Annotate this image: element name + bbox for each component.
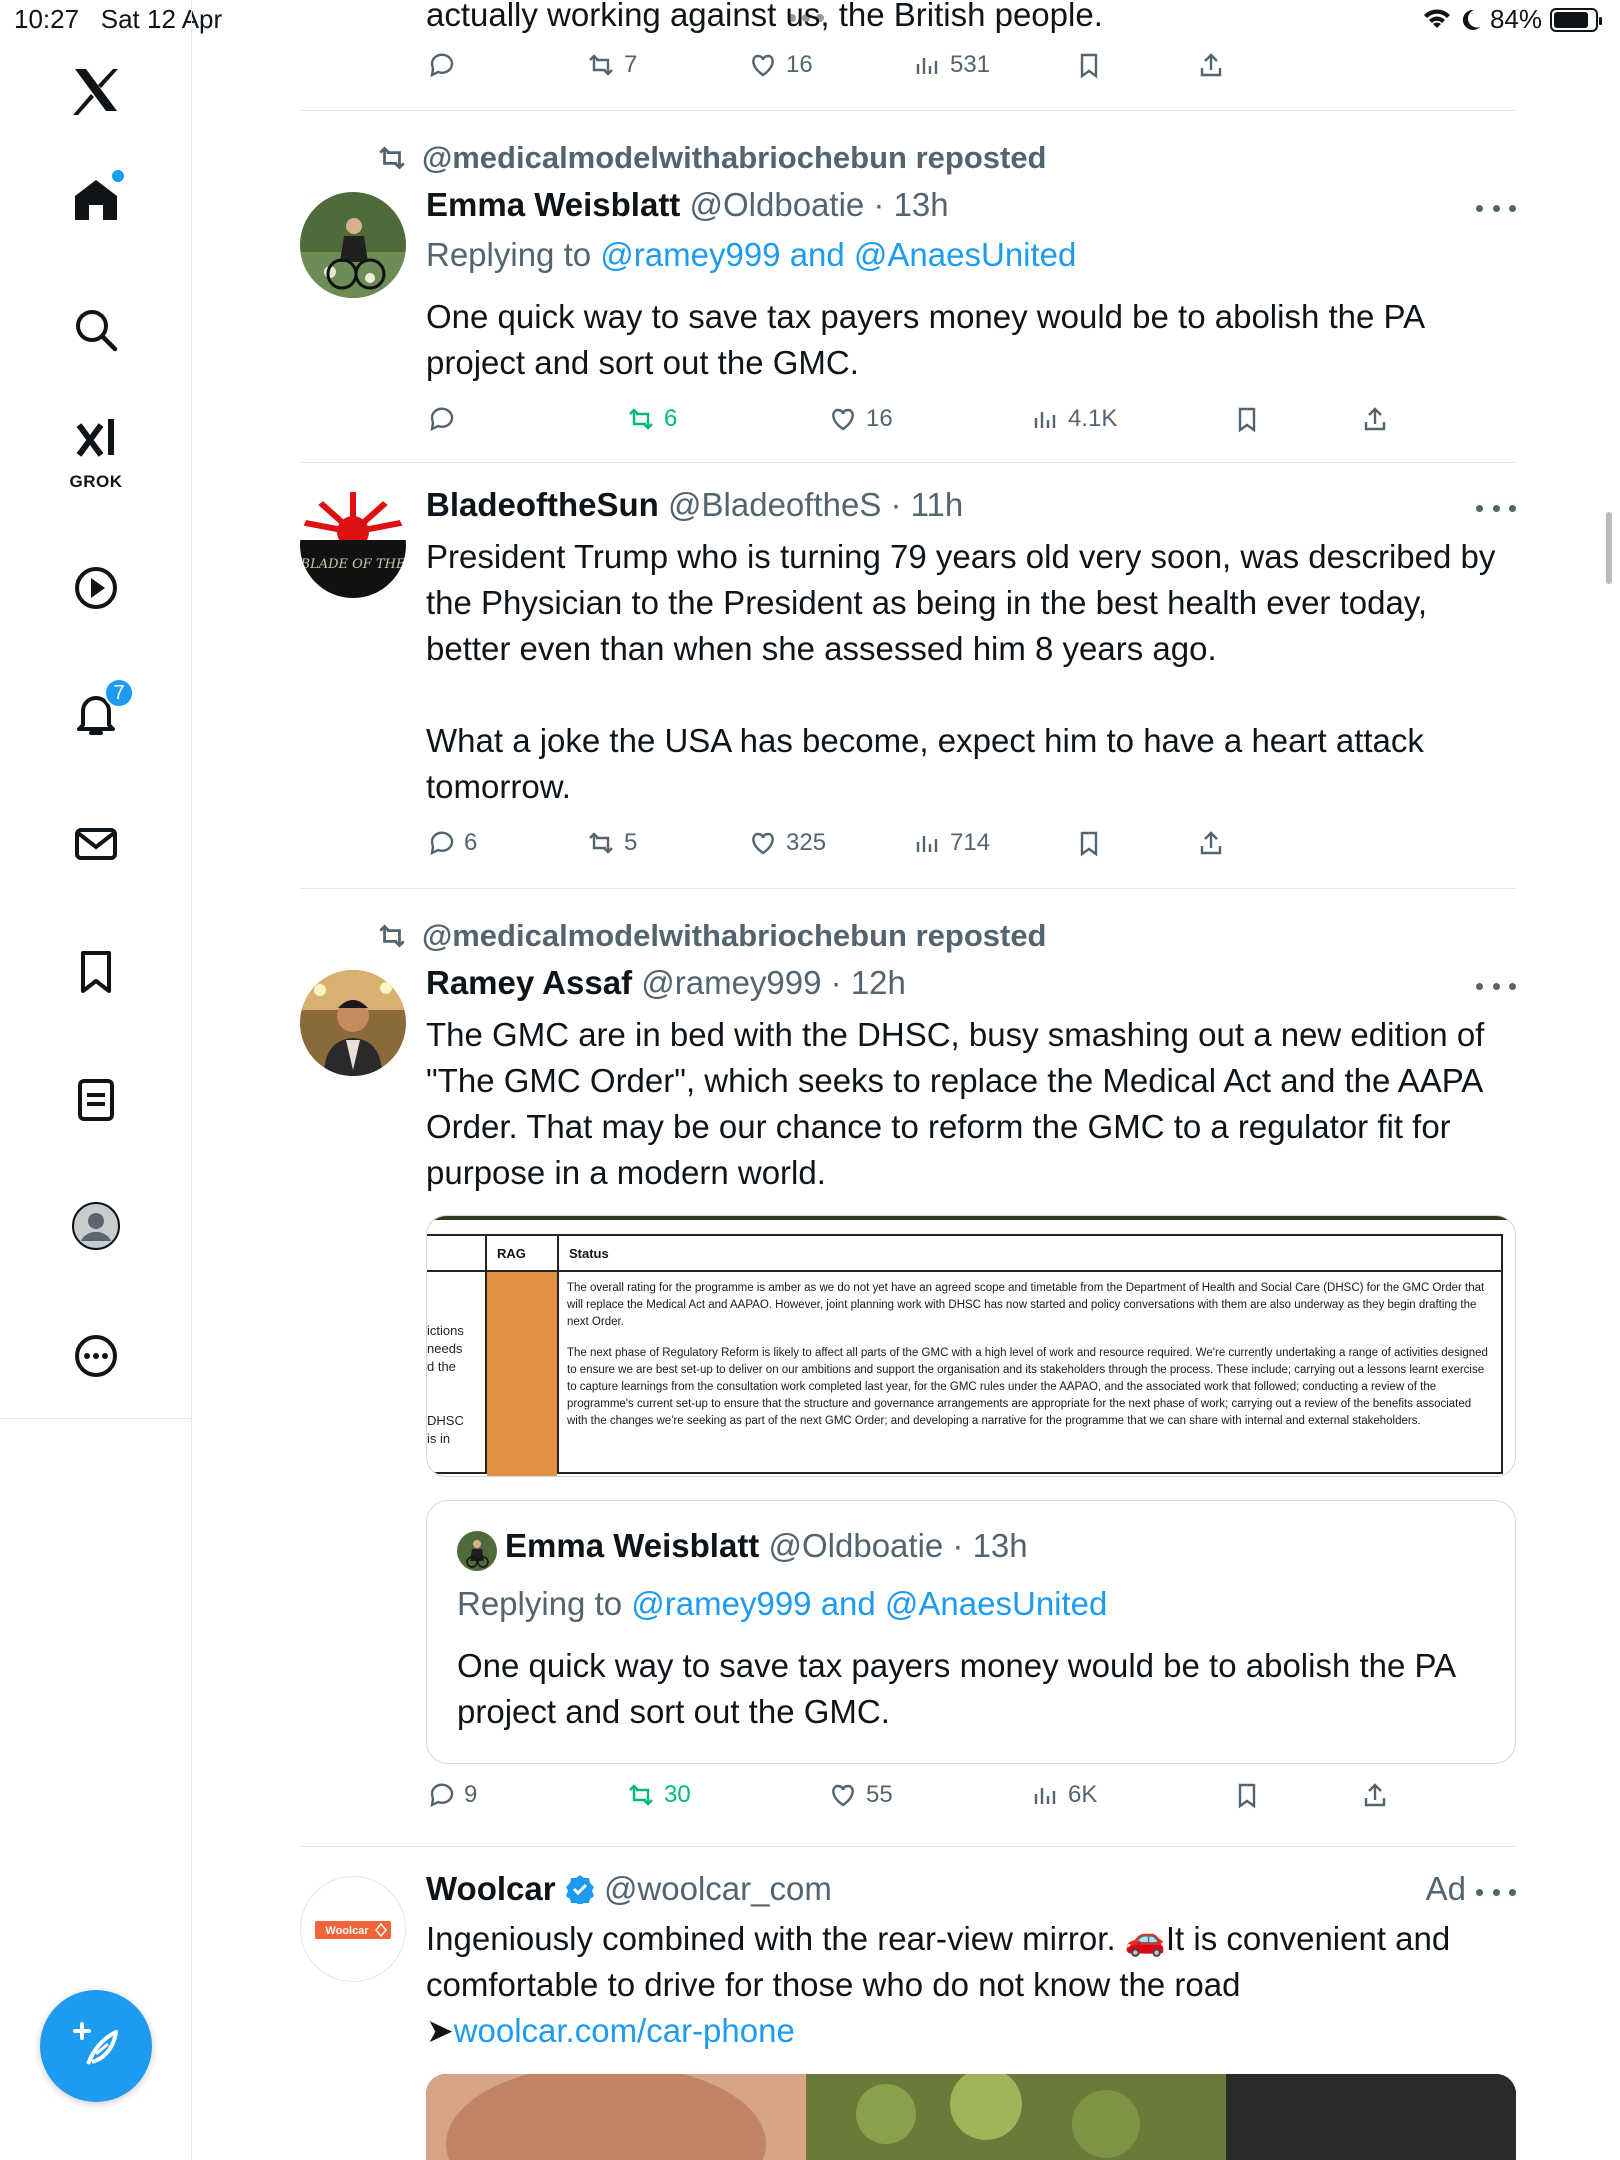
heart-icon — [828, 1780, 858, 1810]
repost-button[interactable]: 30 — [626, 1780, 691, 1810]
repost-icon — [586, 828, 616, 858]
tweet-header — [426, 964, 906, 1002]
views-button[interactable]: 531 — [912, 50, 990, 80]
document-table: RAG Status ictions needs d the DHSC is in The overall rating for the programme is amber as we do not yet have an agreed scope and timetable from the Department of Health and Social Care (DHSC) for the GMC Order that will replace the Medical Act and AAPAO. However, joint planning work with DHSC has now started and policy conversations with them are also underway as they begin drafting the next Order. The next phase of Regulatory Reform is likely to affect all parts of the GMC with a high level of work and resource required. We're currently undertaking a range of activities designed to ensure we are best set-up to deliver on our ambitions and support the organisation and its stakeholders through the process. These include; carrying out a lessons learnt exercise to capture learnings from the consultation work completed last year, for the GMC rules under the AAPAO, and the associated work that followed; conducting a review of the programme's current set-up to ensure that the structure and governance arrangements are appropriate for the next phase of work; carrying out a review of the benefits associated with the changes we're seeking as part of the next GMC Order; and developing a narrative for the programme that we can share with internal and external stakeholders. — [427, 1234, 1503, 1474]
heart-icon — [748, 828, 778, 858]
bookmark-icon — [1232, 404, 1262, 434]
rag-amber-cell — [487, 1272, 557, 1476]
more-options-icon[interactable] — [1476, 498, 1516, 518]
replying-to: Replying to @ramey999 and @AnaesUnited — [426, 236, 1077, 273]
author-handle[interactable]: @woolcar_com — [603, 1870, 832, 1907]
sidebar — [0, 0, 192, 2160]
battery-percent: 84% — [1489, 4, 1542, 34]
tweet-header — [426, 1870, 832, 1908]
tweet-divider — [300, 1846, 1516, 1847]
lists-icon[interactable] — [56, 1060, 136, 1140]
reply-icon — [426, 404, 456, 434]
quoted-tweet-card[interactable] — [426, 1500, 1516, 1764]
tweet-text: Ingeniously combined with the rear-view mirror. 🚗It is convenient and comfortable to drive for those who do not know the road ➤woolcar.com/car-phone — [426, 1920, 1451, 2049]
avatar[interactable] — [300, 970, 406, 1076]
scrollbar-indicator[interactable] — [1606, 512, 1612, 584]
tweet-header — [426, 186, 949, 224]
grok-icon[interactable] — [56, 410, 136, 490]
tweet-actions — [426, 1780, 1516, 1820]
author-handle[interactable]: @Oldboatie — [689, 186, 865, 223]
tweet-text: President Trump who is turning 79 years old very soon, was described by the Physician to the President as being in the best health ever today, better even than when she assessed him 8 years ago. — [426, 538, 1496, 667]
quoted-text: One quick way to save tax payers money would be to abolish the PA project and sort out the GMC. — [457, 1647, 1455, 1730]
quoted-header — [505, 1527, 1028, 1565]
avatar[interactable] — [300, 192, 406, 298]
messages-icon[interactable] — [56, 804, 136, 884]
repost-icon — [586, 50, 616, 80]
author-name[interactable]: Ramey Assaf — [426, 964, 633, 1001]
ad-media-image[interactable] — [426, 2074, 1516, 2160]
quoted-author-handle: @Oldboatie — [768, 1527, 944, 1564]
tweet-header — [426, 486, 963, 524]
tweet-actions — [426, 404, 1516, 444]
replying-to-links[interactable]: @ramey999 and @AnaesUnited — [600, 236, 1077, 273]
compose-post-button[interactable] — [40, 1990, 152, 2102]
avatar[interactable] — [300, 492, 406, 598]
more-options-icon[interactable] — [56, 1316, 136, 1396]
repost-button[interactable]: 5 — [586, 828, 637, 858]
battery-icon — [1550, 8, 1598, 32]
x-logo-icon[interactable] — [56, 50, 136, 130]
repost-icon — [376, 920, 408, 952]
reply-button[interactable]: 6 — [426, 828, 477, 858]
reply-icon — [426, 1780, 456, 1810]
share-icon — [1196, 50, 1226, 80]
document-top-bar — [427, 1216, 1515, 1220]
author-name[interactable]: Emma Weisblatt — [426, 186, 681, 223]
author-name[interactable]: BladeoftheSun — [426, 486, 659, 523]
share-button[interactable] — [1360, 404, 1390, 434]
reply-button[interactable]: 9 — [426, 1780, 477, 1810]
reply-icon — [426, 50, 456, 80]
repost-button[interactable]: 7 — [586, 50, 637, 80]
tweet-text: One quick way to save tax payers money would be to abolish the PA project and sort out the GMC. — [426, 298, 1424, 381]
views-button[interactable]: 714 — [912, 828, 990, 858]
tweet-actions — [426, 50, 1516, 90]
bookmark-button[interactable] — [1074, 50, 1104, 80]
quoted-author-name: Emma Weisblatt — [505, 1527, 760, 1564]
reply-button[interactable] — [426, 404, 456, 434]
bookmark-icon — [1074, 828, 1104, 858]
heart-icon — [828, 404, 858, 434]
views-chart-icon — [912, 50, 942, 80]
repost-context[interactable]: @medicalmodelwithabriochebun reposted — [376, 918, 1047, 954]
ad-link[interactable]: woolcar.com/car-phone — [453, 2012, 795, 2049]
heart-icon — [748, 50, 778, 80]
tweet-text: The GMC are in bed with the DHSC, busy smashing out a new edition of "The GMC Order", which seeks to replace the Medical Act and the AAPA Order. That may be our chance to reform the GMC to a regulator fit for purpose in a modern world. — [426, 1016, 1485, 1191]
tweet-actions — [426, 828, 1516, 868]
like-button[interactable]: 325 — [748, 828, 826, 858]
home-icon[interactable] — [56, 160, 136, 240]
bookmark-button[interactable] — [1074, 828, 1104, 858]
quoted-replying-to: Replying to @ramey999 and @AnaesUnited — [457, 1585, 1108, 1622]
tweet-time[interactable]: · 13h — [873, 186, 949, 223]
more-options-icon[interactable] — [1476, 976, 1516, 996]
views-button[interactable]: 4.1K — [1030, 404, 1117, 434]
author-handle[interactable]: @ramey999 — [641, 964, 822, 1001]
tweet-text: actually working against us, the British people. — [426, 0, 1103, 33]
status-time: 10:27 Sat 12 Apr — [14, 4, 223, 34]
tweet-divider — [300, 462, 1516, 463]
timeline-feed — [300, 0, 1516, 2160]
notifications-bell-icon[interactable] — [56, 674, 136, 754]
views-chart-icon — [912, 828, 942, 858]
author-name[interactable]: Woolcar — [426, 1870, 556, 1907]
compose-feather-icon — [68, 2018, 124, 2074]
ad-label: Ad — [1425, 1870, 1466, 1907]
tweet-divider — [300, 110, 1516, 111]
repost-icon — [626, 1780, 656, 1810]
like-button[interactable]: 16 — [828, 404, 893, 434]
video-icon[interactable] — [56, 548, 136, 628]
tweet-media-document-image[interactable] — [426, 1215, 1516, 1477]
share-icon — [1360, 404, 1390, 434]
quoted-time: · 13h — [952, 1527, 1028, 1564]
more-options-icon[interactable] — [1476, 198, 1516, 218]
tweet-time[interactable]: · 12h — [830, 964, 906, 1001]
reply-icon — [426, 828, 456, 858]
document-status-text: The overall rating for the programme is amber as we do not yet have an agreed scope and timetable from the Department of Health and Social Care (DHSC) for the GMC Order that will replace the Medical Act and AAPAO. However, joint planning work with DHSC has now started and policy conversations with them are also underway as they begin drafting the next Order. The next phase of Regulatory Reform is likely to affect all parts of the GMC with a high level of work and resource required. We're currently undertaking a range of activities designed to ensure we are best set-up to deliver on our ambitions and support the organisation and its stakeholders through the process. These include; carrying out a lessons learnt exercise to capture learnings from the consultation work completed last year, for the GMC rules under the AAPAO, and the associated work that followed; conducting a review of the programme's current set-up to ensure that the structure and governance arrangements are appropriate for the next phase of work; carrying out a review of the benefits associated with the changes we're seeking as part of the next GMC Order; and developing a narrative for the programme that we can share with internal and external stakeholders. — [567, 1282, 1488, 1427]
share-button[interactable] — [1360, 1780, 1390, 1810]
repost-button[interactable]: 6 — [626, 404, 677, 434]
sidebar-divider — [0, 1418, 192, 1419]
grok-label: GROK — [69, 472, 123, 491]
like-button[interactable]: 55 — [828, 1780, 893, 1810]
profile-avatar-icon[interactable] — [56, 1186, 136, 1266]
verified-badge-icon — [565, 1874, 595, 1904]
quoted-avatar — [457, 1531, 497, 1571]
svg-text:BLADE OF THE: BLADE OF THE — [300, 557, 406, 572]
more-options-icon[interactable] — [1476, 1882, 1516, 1902]
bookmarks-icon[interactable] — [56, 932, 136, 1012]
advertiser-avatar[interactable] — [300, 1876, 406, 1982]
document-header-row: RAG Status — [427, 1236, 1501, 1272]
views-chart-icon — [1030, 1780, 1060, 1810]
tweet-text-second-paragraph: What a joke the USA has become, expect him to have a heart attack tomorrow. — [426, 722, 1424, 805]
share-icon — [1196, 828, 1226, 858]
views-chart-icon — [1030, 404, 1060, 434]
bookmark-icon — [1074, 50, 1104, 80]
tweet-divider — [300, 888, 1516, 889]
share-button[interactable] — [1196, 828, 1226, 858]
views-button[interactable]: 6K — [1030, 1780, 1097, 1810]
repost-icon — [626, 404, 656, 434]
like-button[interactable]: 16 — [748, 50, 813, 80]
repost-icon — [376, 142, 408, 174]
repost-context[interactable]: @medicalmodelwithabriochebun reposted — [376, 140, 1047, 176]
tweet-time[interactable]: · 11h — [890, 486, 964, 523]
share-button[interactable] — [1196, 50, 1226, 80]
search-icon[interactable] — [56, 290, 136, 370]
share-icon — [1360, 1780, 1390, 1810]
author-handle[interactable]: @BladeoftheS — [668, 486, 882, 523]
home-unread-dot — [112, 170, 124, 182]
notifications-badge: 7 — [104, 678, 134, 708]
bookmark-button[interactable] — [1232, 404, 1262, 434]
bookmark-button[interactable] — [1232, 1780, 1262, 1810]
reply-button[interactable] — [426, 50, 456, 80]
svg-text:Woolcar: Woolcar — [325, 1925, 369, 1937]
bookmark-icon — [1232, 1780, 1262, 1810]
